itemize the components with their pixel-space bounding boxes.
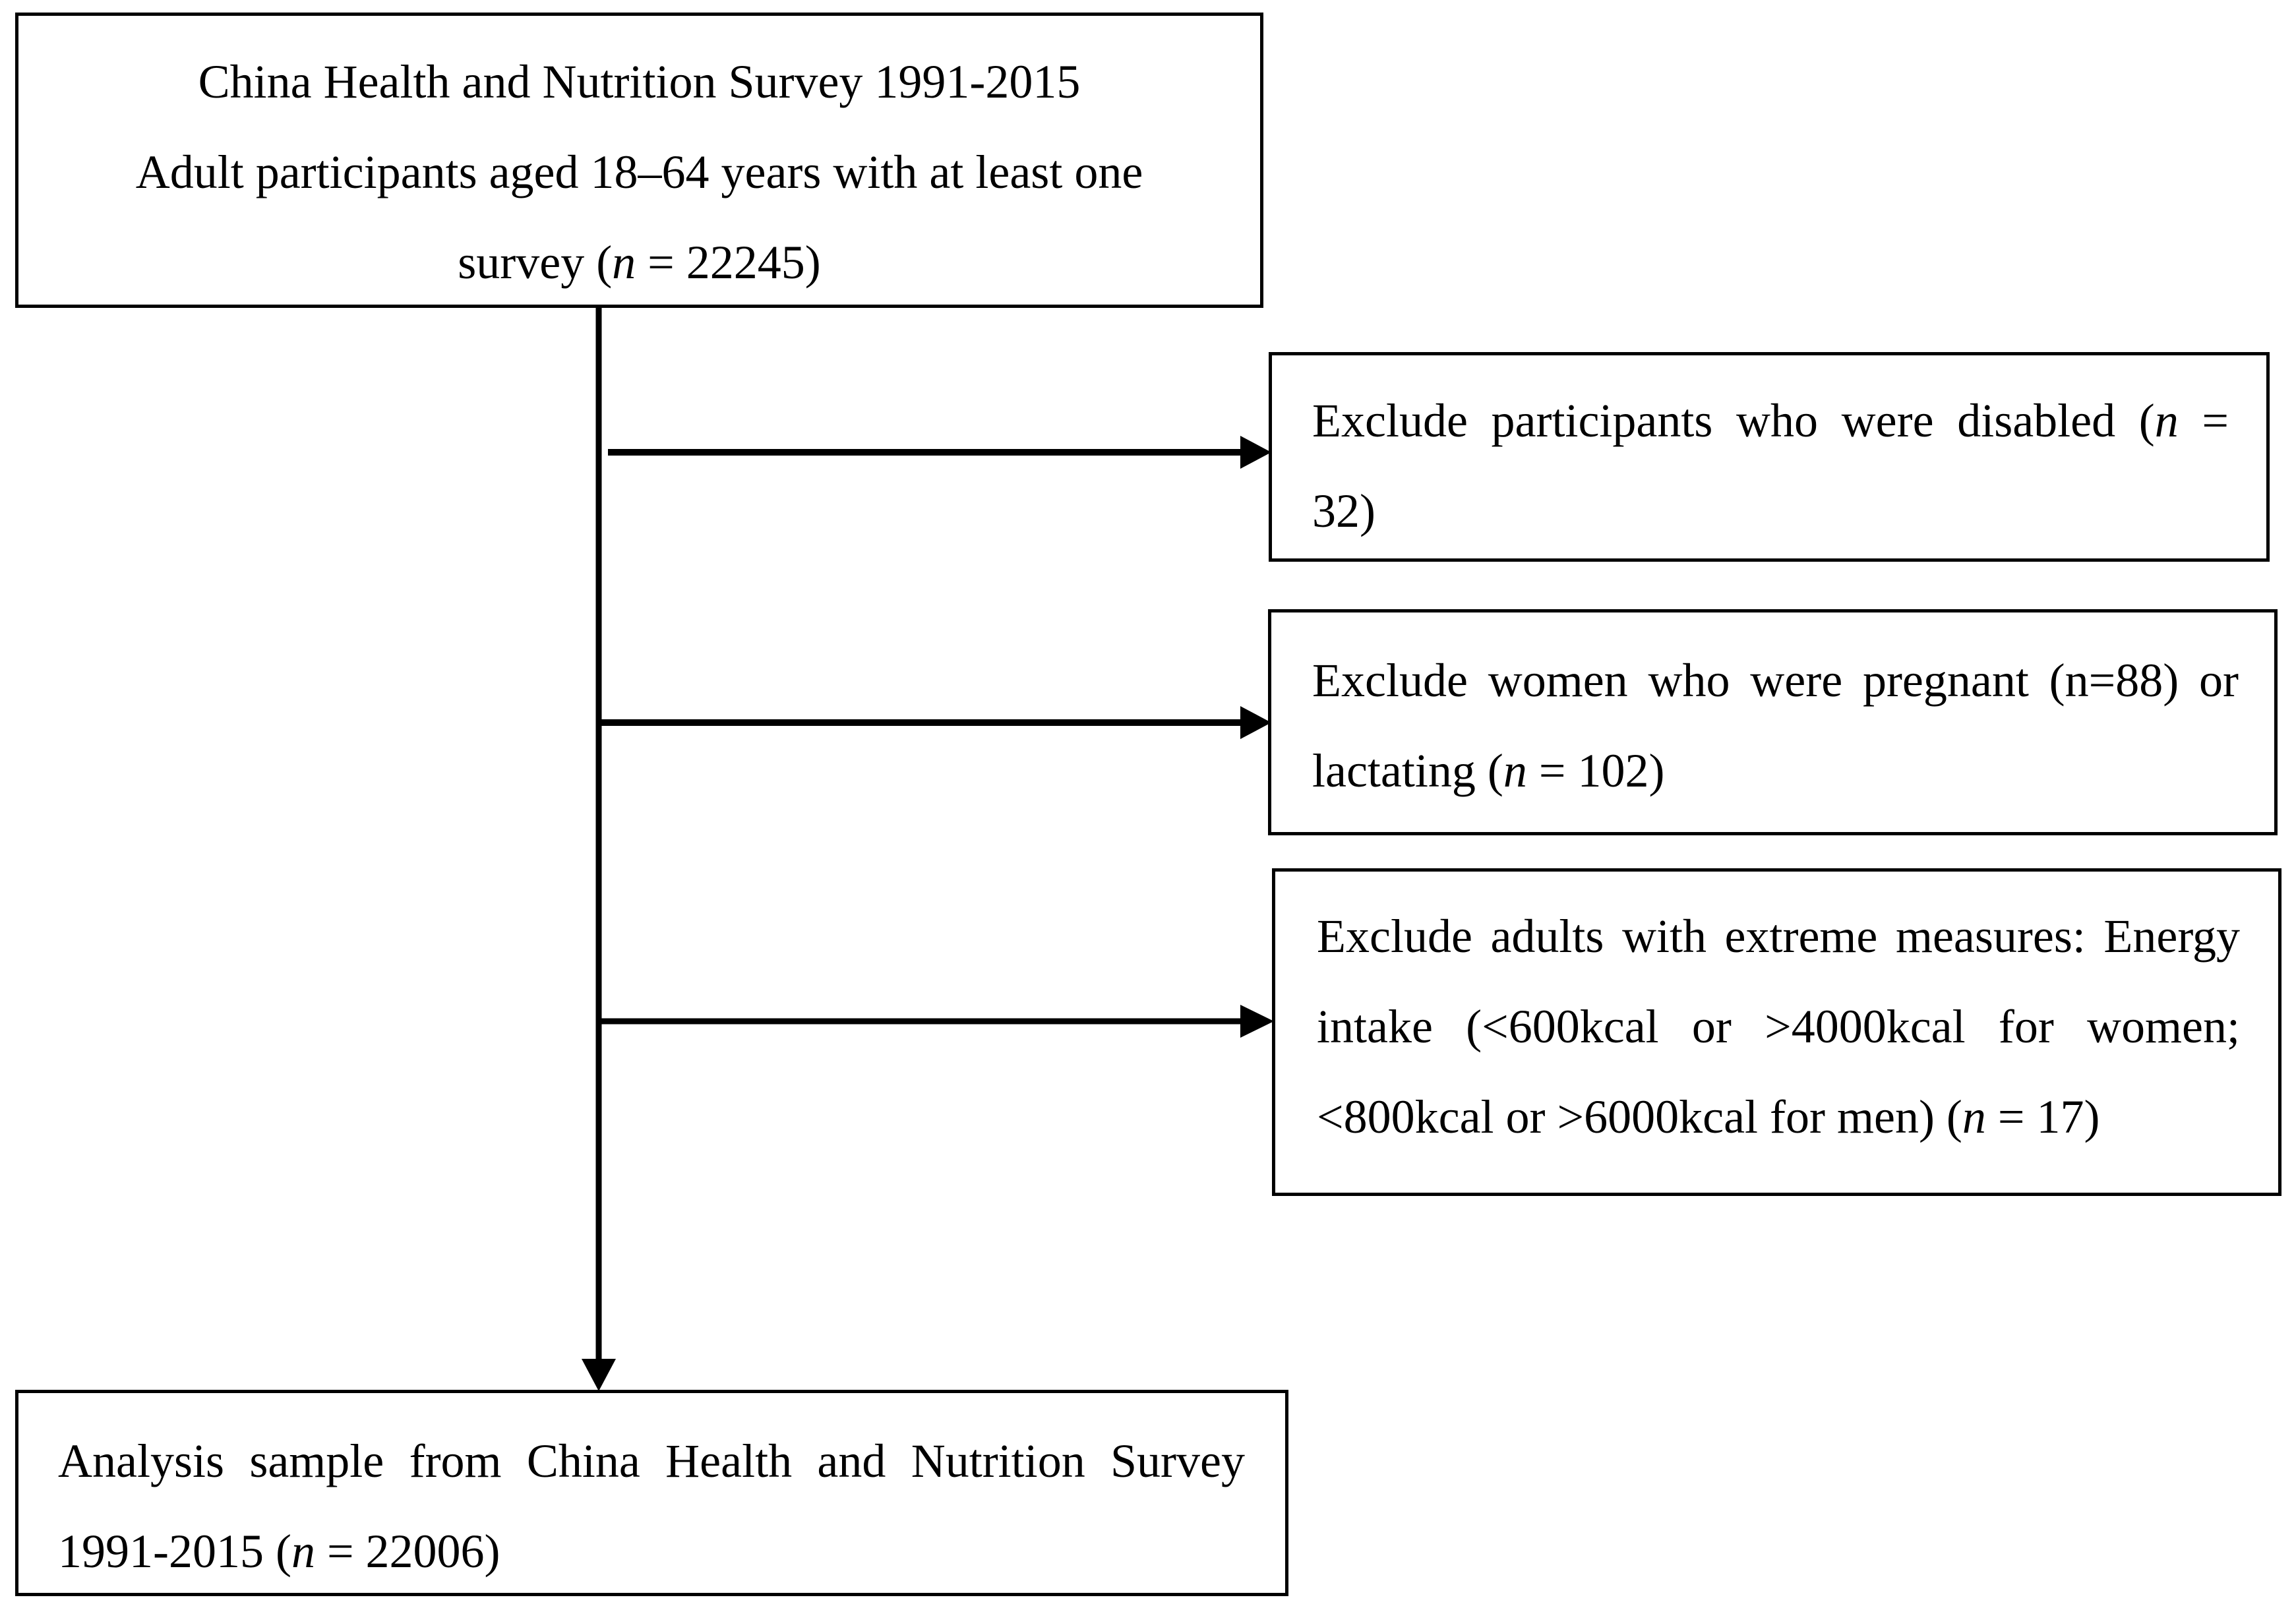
- down-arrowhead-icon: [582, 1359, 616, 1391]
- source-criteria: Adult participants aged 18–64 years with at least one: [135, 146, 1143, 198]
- exclusion-disabled-text: Exclude participants who were disabled (n = 32): [1312, 394, 2229, 537]
- source-population-text: [18, 37, 1260, 308]
- right-arrowhead-icon: [1240, 1005, 1274, 1038]
- right-arrowhead-icon: [1240, 706, 1271, 739]
- source-count: survey (n = 22245): [458, 236, 821, 289]
- analysis-sample-text: Analysis sample from China Health and Nutrition Survey 1991-2015 (n = 22006): [58, 1435, 1245, 1578]
- right-arrowhead-icon: [1240, 436, 1271, 469]
- source-title: China Health and Nutrition Survey 1991-2015: [198, 55, 1081, 108]
- exclusion-pregnant-lactating-text: Exclude women who were pregnant (n=88) or lactating (n = 102): [1312, 654, 2239, 797]
- exclusion-extreme-energy-text: Exclude adults with extreme measures: Energy intake (<600kcal or >4000kcal for women; <800kcal or >6000kcal for men) (n = 17): [1317, 910, 2240, 1143]
